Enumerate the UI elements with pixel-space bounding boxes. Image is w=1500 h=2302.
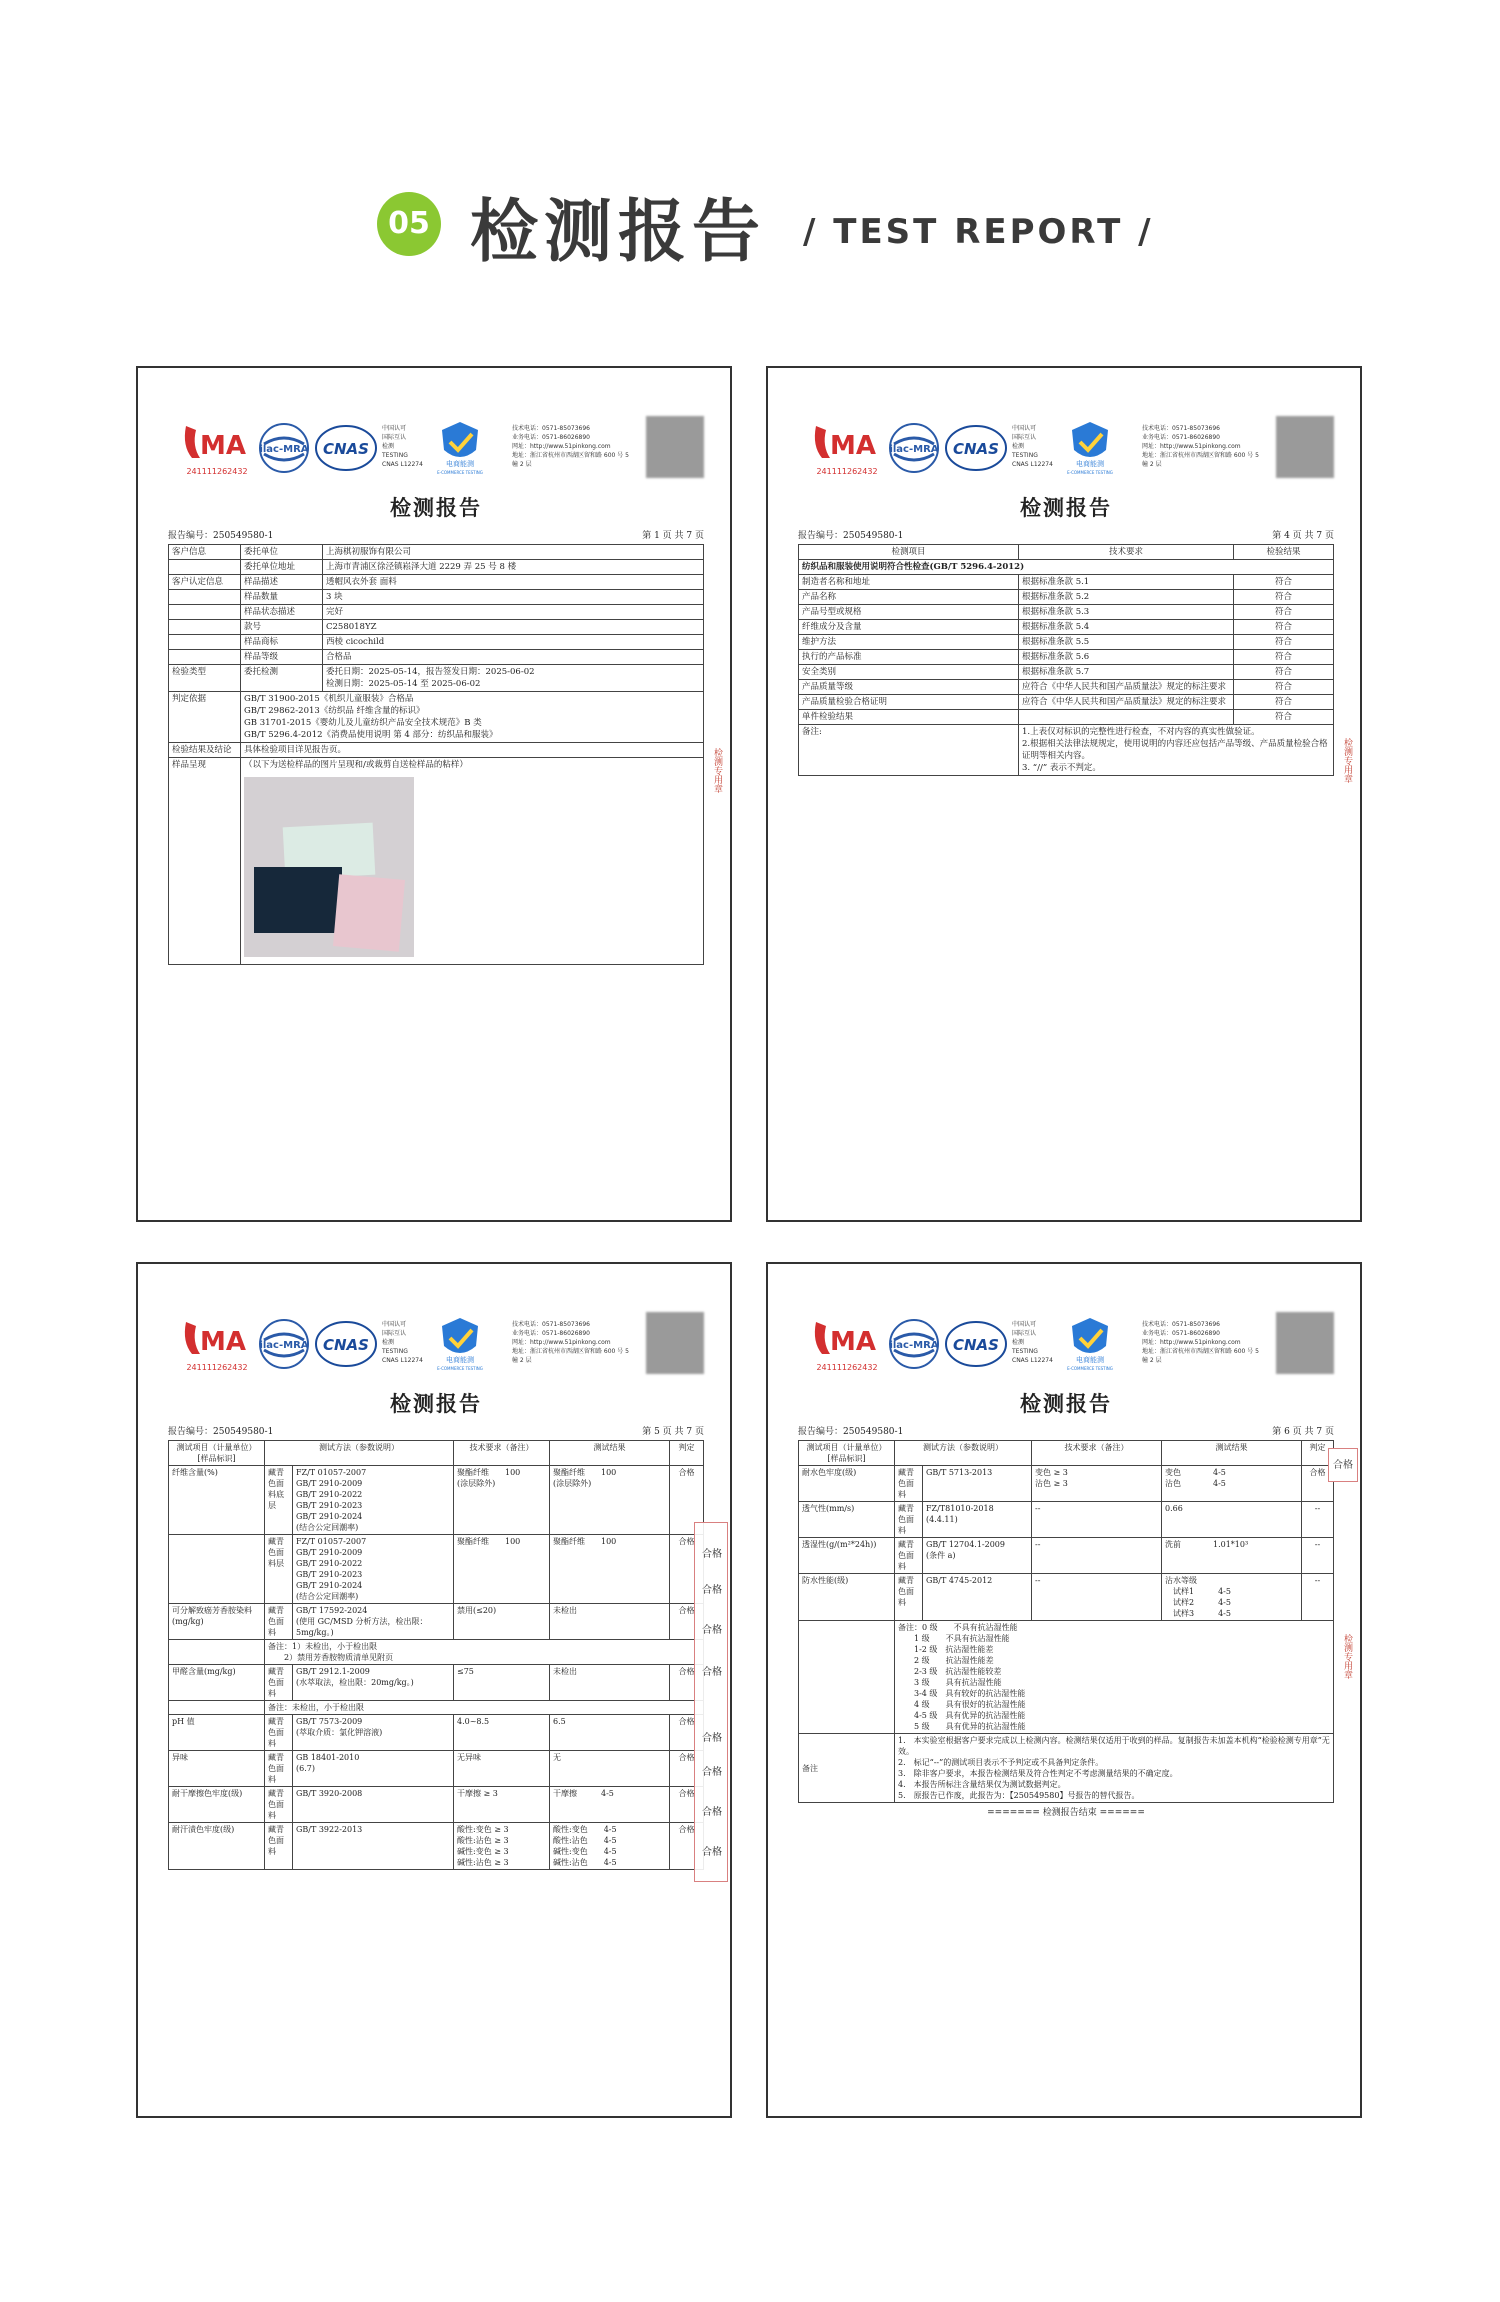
qr-code [1276,416,1334,478]
test-results-table: 测试项目（计量单位）[样品标识] 测试方法（参数说明） 技术要求（备注） 测试结果 判定 耐水色牢度(级) 藏青色面料 GB/T 5713-2013 变色 ≥ 3 沾色 ≥ 3 变色 4-5 沾色 4-5 合格 透气性(mm/s) 藏青色面料 FZ/T81010-2018 (4.4.11) -- 0.66 -- 透湿性(g/(m²*24h)) 藏青色面料 GB/T 12704.1-2009 (条件 a) -- 洗前 1.01*10³ -- 防水性能(级) 藏青色面料 GB/T 4745-2012 -- 沾水等级 试样1 4-5 试样2 4-5 试样3 4-5 -- 备注：0 级 不具有抗沾湿性能 1 级 不具有抗沾湿性能 1-2 级 抗沾湿性能差 2 级 抗沾湿性能差 2-3 级 抗沾湿性能较差 3 级 具有抗沾湿性能 3-4 级 具有较好的抗沾湿性能 4 级 具有很好的抗沾湿性能 4-5 级 具有优异的抗沾湿性能 5 级 具有优异的抗沾湿性能 备注 1. 本实验室根据客户要求完成以上检测内容。检测结果仅适用于收到的样品。复制报告未加盖本机构“检验检测专用章”无效。 2. 标记“--”的测试项目表示不予判定或不具备判定条件。 3. 除非客户要求，本报告检测结果及符合性判定不考虑测量结果的不确定度。 4. 本报告所标注含量结果仅为测试数据判定。 5. 原报告已作废，此报告为：【250549580】号报告的替代报告。 [798,1440,1334,1803]
svg-text:E-COMMERCE TESTING: E-COMMERCE TESTING [1067,470,1113,475]
svg-text:E-COMMERCE TESTING: E-COMMERCE TESTING [1067,1366,1113,1371]
svg-text:241111262432: 241111262432 [186,1363,248,1372]
svg-text:241111262432: 241111262432 [816,467,878,476]
cma-logo [178,1316,256,1374]
lab-contact: 技术电话：0571-85073696 业务电话：0571-86026890 网址：http://www.51pinkong.com 地址：浙江省杭州市西湖区留和路 600 号 5 幢 2 层 [512,1321,629,1364]
doc-title: 检测报告 [390,495,482,520]
cert-logos [798,1308,1334,1378]
ecommerce-testing-logo [1060,420,1120,476]
cma-code: 241111262432 [186,467,248,476]
seal-stamp-edge: 检测专用章 [1342,1634,1352,1679]
svg-text:电商能测: 电商能测 [1076,1356,1104,1364]
lab-contact: 技术电话：0571-85073696 业务电话：0571-86026890 网址：http://www.51pinkong.com 地址：浙江省杭州市西湖区留和路 600 号 5 幢 2 层 [512,425,629,468]
svg-text:CNAS: CNAS [323,1336,369,1354]
cnas-info: 中国认可 国际互认 检测 TESTING CNAS L12274 [1012,425,1053,468]
qualified-tag: 合格 [702,1625,722,1636]
client-info-table: 客户信息 委托单位 上海棋初服饰有限公司 委托单位地址 上海市青浦区徐泾镇崧泽大道 2229 弄 25 号 8 楼 客户认定信息 样品描述 透帽风衣外套 面料 样品数量 3 块 样品状态描述 完好 款号 C258018YZ 样品商标 西棱 cicochild 样品等级 合格品 检验类型 委托检测 委托日期：2025-05-14，报告签发日期：2025-06-02 检测日期：2025-05-14 至 2025-06-02 判定依据 GB/T 31900-2015《机织儿童服装》合格品 GB/T 29862-2013《纺织品 纤维含量的标识》 GB 31701-2015《婴幼儿及儿童纺织产品安全技术规范》B 类 GB/T 5296.4-2012《消费品使用说明 第 4 部分：纺织品和服装》 检验结果及结论 具体检验项目详见报告页。 样品呈现 （以下为送检样品的图片呈现和/或裁剪自送检样品的粘样） [168,544,704,965]
qr-code [1276,1312,1334,1374]
qr-code [646,416,704,478]
report-page-1 [136,366,732,1222]
ecommerce-testing-logo [430,420,490,476]
section-subtitle: / TEST REPORT / [803,212,1154,252]
qualified-tag: 合格 [702,1847,722,1858]
qr-code [646,1312,704,1374]
seal-stamp-edge: 检测专用章 [712,748,722,793]
test-results-table: 测试项目（计量单位）[样品标识] 测试方法（参数说明） 技术要求（备注） 测试结果 判定 纤维含量(%) 藏青色面料底层 FZ/T 01057-2007 GB/T 2910-2009 GB/T 2910-2022 GB/T 2910-2023 GB/T 2910-2024 (结合公定回潮率) 聚酯纤维 100 (涂层除外) 聚酯纤维 100 (涂层除外) 合格 藏青色面料层 FZ/T 01057-2007 GB/T 2910-2009 GB/T 2910-2022 GB/T 2910-2023 GB/T 2910-2024 (结合公定回潮率) 聚酯纤维 100 聚酯纤维 100 合格 可分解致癌芳香胺染料(mg/kg) 藏青色面料 GB/T 17592-2024 (使用 GC/MSD 分析方法，检出限：5mg/kg。) 禁用(≤20) 未检出 合格 备注：1）未检出，小于检出限 2）禁用芳香胺物质清单见附页 甲醛含量(mg/kg) 藏青色面料 GB/T 2912.1-2009 (水萃取法，检出限：20mg/kg。) ≤75 未检出 合格 备注：未检出，小于检出限 pH 值 藏青色面料 GB/T 7573-2009 (萃取介质：氯化钾溶液) 4.0~8.5 6.5 合格 异味 藏青色面料 GB 18401-2010 (6.7) 无异味 无 合格 耐干摩擦色牢度(级) 藏青色面料 GB/T 3920-2008 干摩擦 ≥ 3 干摩擦 4-5 合格 耐汗渍色牢度(级) 藏青色面料 GB/T 3922-2013 酸性:变色 ≥ 3 酸性:沾色 ≥ 3 碱性:变色 ≥ 3 碱性:沾色 ≥ 3 酸性:变色 4-5 酸性:沾色 4-5 碱性:变色 4-5 碱性:沾色 4-5 合格 [168,1440,704,1870]
doc-title: 检测报告 [1020,1391,1112,1416]
sample-photo [244,777,414,957]
report-page-4 [766,366,1362,1222]
qualified-tag: 合格 [702,1667,722,1678]
cnas-info: 中国认可 国际互认 检测 TESTING CNAS L12274 [382,425,423,468]
svg-text:电商能测: 电商能测 [446,1356,474,1364]
qualified-tag: 合格 [702,1585,722,1596]
report-number-line: 报告编号：250549580-1 第 4 页 共 7 页 [798,531,1334,541]
svg-text:MA: MA [200,1327,246,1357]
svg-text:ilac-MRA: ilac-MRA [889,1340,939,1351]
svg-text:ilac-MRA: ilac-MRA [259,444,309,455]
report-number-line: 报告编号：250549580-1 第 6 页 共 7 页 [798,1427,1334,1437]
report-page-5 [136,1262,732,2118]
cnas-logo [314,1318,378,1370]
svg-text:ilac-MRA: ilac-MRA [889,444,939,455]
cert-logos [798,412,1334,482]
svg-text:241111262432: 241111262432 [816,1363,878,1372]
report-page-6 [766,1262,1362,2118]
svg-text:MA: MA [200,431,246,461]
ilac-mra-logo [888,422,940,474]
svg-text:MA: MA [830,431,876,461]
svg-text:电商能测: 电商能测 [1076,460,1104,468]
cnas-logo [314,422,378,474]
section-header [0,170,1500,280]
doc-title: 检测报告 [390,1391,482,1416]
doc-title: 检测报告 [1020,495,1112,520]
qualified-tag: 合格 [702,1549,722,1560]
svg-text:E-COMMERCE TESTING: E-COMMERCE TESTING [437,1366,483,1371]
cnas-logo [944,1318,1008,1370]
cma-logo [808,420,886,478]
svg-text:CNAS: CNAS [953,1336,999,1354]
seal-stamp-edge: 检测专用章 [1342,738,1352,783]
svg-text:CNAS: CNAS [323,440,369,458]
qualified-tag-strip [694,1522,728,1882]
cert-logos [168,1308,704,1378]
ecommerce-testing-logo [430,1316,490,1372]
svg-text:MA: MA [830,1327,876,1357]
ecommerce-testing-logo [1060,1316,1120,1372]
ilac-mra-logo [888,1318,940,1370]
qualified-tag: 合格 [1328,1448,1358,1482]
report-number-line: 报告编号：250549580-1 第 5 页 共 7 页 [168,1427,704,1437]
section-title: 检测报告 [470,193,767,272]
svg-text:ilac-MRA: ilac-MRA [259,1340,309,1351]
ilac-mra-logo [258,1318,310,1370]
qualified-tag: 合格 [702,1767,722,1778]
labeling-check-table: 检测项目 技术要求 检验结果 纺织品和服装使用说明符合性检查(GB/T 5296.4-2012) 制造者名称和地址 根据标准条款 5.1 符合 产品名称 根据标准条款 5.2 符合 产品号型或规格 根据标准条款 5.3 符合 纤维成分及含量 根据标准条款 5.4 符合 维护方法 根据标准条款 5.5 符合 执行的产品标准 根据标准条款 5.6 符合 安全类别 根据标准条款 5.7 符合 产品质量等级 应符合《中华人民共和国产品质量法》规定的标注要求 符合 产品质量检验合格证明 应符合《中华人民共和国产品质量法》规定的标注要求 符合 单件检验结果 符合 备注: 1.上表仅对标识的完整性进行检查，不对内容的真实性做验证。 2.根据相关法律法规规定，使用说明的内容还应包括产品等级、产品质量检验合格证明等相关内容。 3. “//” 表示不判定。 [798,544,1334,776]
cert-logos [168,412,704,482]
ilac-mra-logo [258,422,310,474]
cnas-info: 中国认可 国际互认 检测 TESTING CNAS L12274 [382,1321,423,1364]
lab-contact: 技术电话：0571-85073696 业务电话：0571-86026890 网址：http://www.51pinkong.com 地址：浙江省杭州市西湖区留和路 600 号 5 幢 2 层 [1142,425,1259,468]
cma-logo [808,1316,886,1374]
cma-logo [178,420,256,478]
cnas-info: 中国认可 国际互认 检测 TESTING CNAS L12274 [1012,1321,1053,1364]
section-number-badge: 05 [377,192,441,256]
qualified-tag: 合格 [702,1807,722,1818]
svg-text:E-COMMERCE TESTING: E-COMMERCE TESTING [437,470,483,475]
lab-contact: 技术电话：0571-85073696 业务电话：0571-86026890 网址：http://www.51pinkong.com 地址：浙江省杭州市西湖区留和路 600 号 5 幢 2 层 [1142,1321,1259,1364]
qualified-tag: 合格 [702,1733,722,1744]
svg-text:电商能测: 电商能测 [446,460,474,468]
svg-text:CNAS: CNAS [953,440,999,458]
report-end-line: ======= 检测报告结束 ====== [987,1808,1145,1818]
cnas-logo [944,422,1008,474]
report-number-line: 报告编号：250549580-1 第 1 页 共 7 页 [168,531,704,541]
